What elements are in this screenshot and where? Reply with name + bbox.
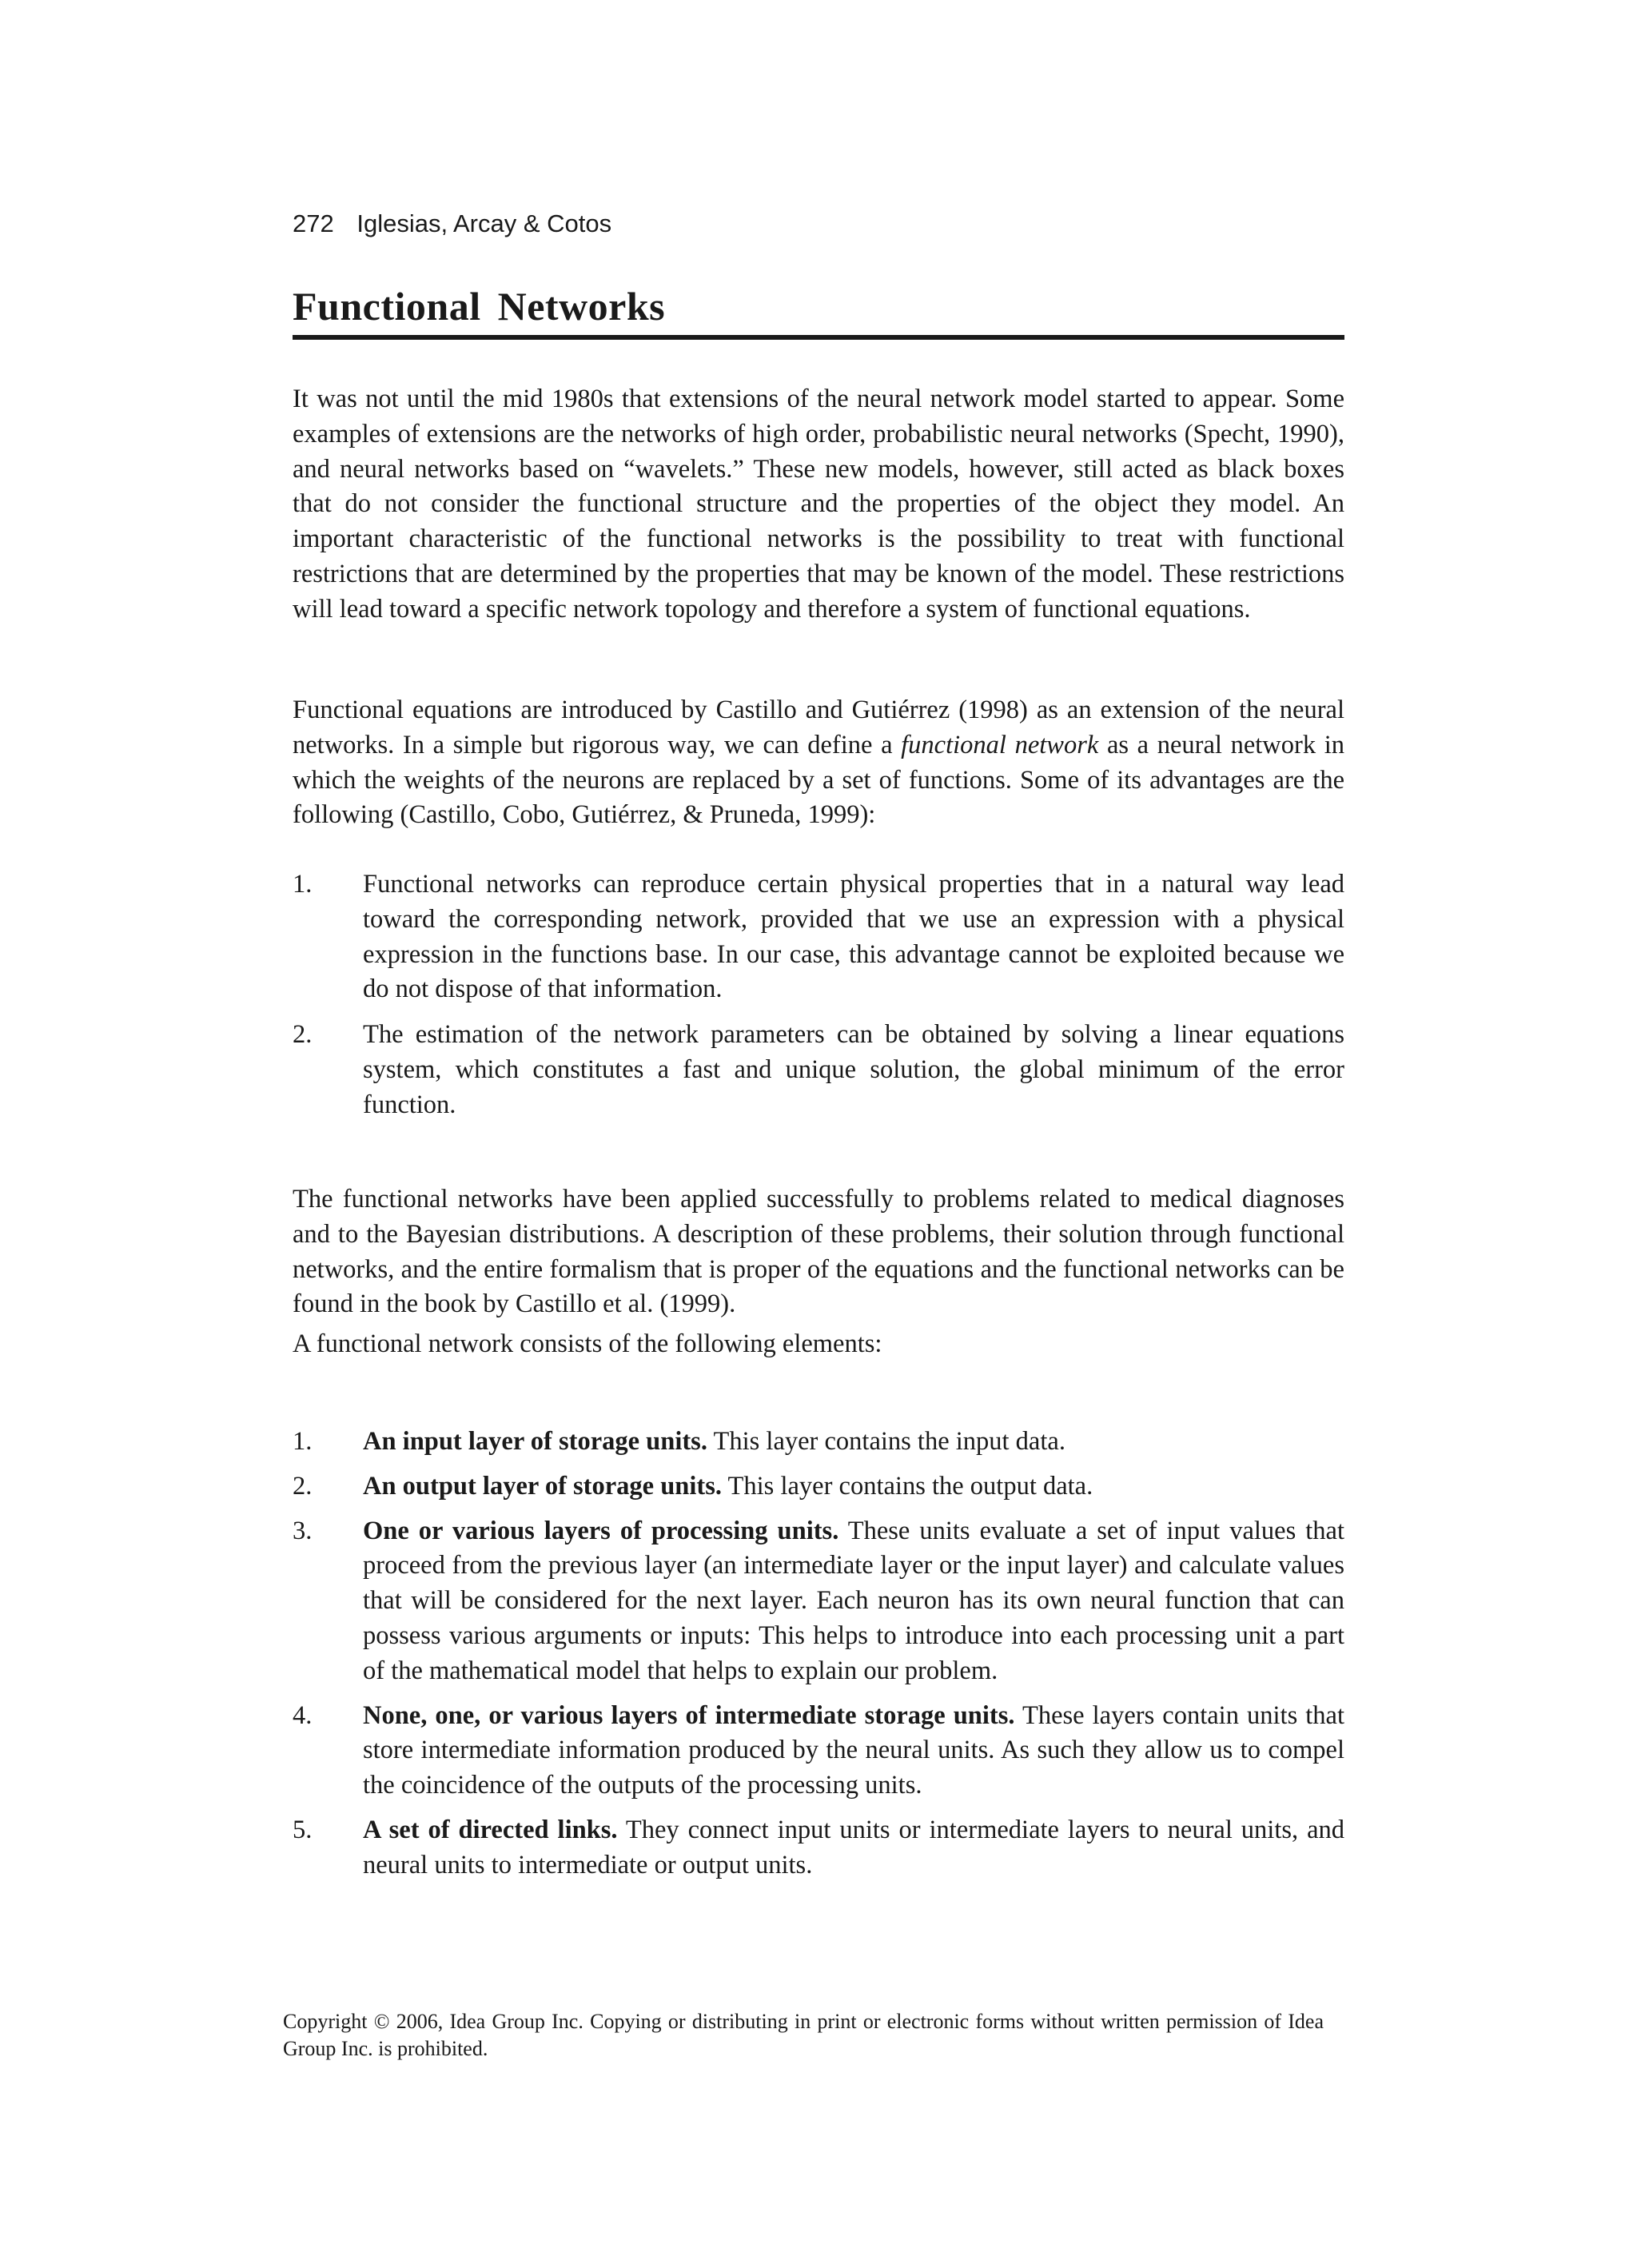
list-item-number: 4. [293,1700,313,1730]
list-item-number: 2. [293,1471,313,1501]
emphasis-term: functional network [901,730,1099,759]
list-item [293,1469,1344,1505]
list-item [293,1813,1344,1883]
paragraph-intro: It was not until the mid 1980s that extensions of the neural network model started to appear. Some examples of extensions are the networks of high order, probabilistic neural networks (Specht, 1990), and neural networks based on “wavelets.” These new models, however, still acted as black boxes that do not consider the functional structure and the properties of the object they model. An important characteristic of the functional networks is the possibility to treat with functional restrictions that are determined by the properties that may be known of the model. These restrictions will lead toward a specific network topology and therefore a system of functional equations. [293,385,1344,624]
list-item-term: A set of directed links. [363,1815,618,1844]
elements-list [293,1425,1344,1883]
list-item [293,867,1344,1007]
advantages-list [293,867,1344,1123]
list-item-text: These layers contain units that store intermediate information produced by the neural units. As such they allow us to compel the coincidence of the outputs of the processing units. [363,1700,1345,1800]
section-title: Functional Networks [293,284,666,329]
list-item-term: One or various layers of processing units. [363,1516,839,1545]
paragraph-functional-equations [293,693,1344,833]
paragraph-text: Functional equations are introduced by Castillo and Gutiérrez (1998) as an extension of the neural networks. In a simple but rigorous way, we can define a [293,696,1344,759]
paragraph-elements-intro: A functional network consists of the following elements: [293,1329,882,1358]
list-item-text: These units evaluate a set of input values that proceed from the previous layer (an intermediate layer or the input layer) and calculate values that will be considered for the next layer. Each neuron has its own neural function that can possess various arguments or inputs: This helps to introduce into each processing unit a part of the mathematical model that helps to explain our problem. [363,1516,1344,1685]
list-item-text: They connect input units or intermediate layers to neural units, and neural units to intermediate or output units. [363,1815,1345,1879]
paragraph-text: as a neural network in which the weights of the neurons are replaced by a set of functions. Some of its advantages are the following (Castillo, Cobo, Gutiérrez, & Pruneda, 1999): [293,730,1345,830]
list-item-term: An input layer of storage units. [363,1427,707,1456]
list-item-text: This layer contains the output data. [722,1471,1093,1501]
list-item-number: 2. [293,1020,313,1050]
list-item [293,1699,1344,1804]
list-item-text: This layer contains the input data. [707,1427,1065,1456]
running-head-authors: Iglesias, Arcay & Cotos [356,209,612,237]
running-head [293,209,611,238]
list-item [293,1514,1344,1689]
list-item-text: Functional networks can reproduce certain physical properties that in a natural way lead toward the corresponding network, provided that we use an expression with a physical expression in the functions base. In our case, this advantage cannot be exploited because we do not dispose of that information. [363,870,1344,1004]
page-number: 272 [293,209,334,237]
list-item-number: 3. [293,1516,313,1545]
list-item-number: 1. [293,870,313,899]
list-item [293,1018,1344,1122]
paragraph-applications: The functional networks have been applied successfully to problems related to medical diagnoses and to the Bayesian distributions. A description of these problems, their solution through functional networks, and the entire formalism that is proper of the equations and the functional networks can be found in the book by Castillo et al. (1999). [293,1185,1344,1319]
copyright-notice: Copyright © 2006, Idea Group Inc. Copying or distributing in print or electronic forms without written permission of Idea Group Inc. is prohibited. [283,2010,1324,2060]
title-rule [293,335,1344,340]
list-item-term: None, one, or various layers of intermediate storage units. [363,1700,1015,1730]
list-item-text: The estimation of the network parameters can be obtained by solving a linear equations system, which constitutes a fast and unique solution, the global minimum of the error function. [363,1020,1344,1119]
list-item-number: 1. [293,1427,313,1456]
list-item [293,1425,1344,1460]
list-item-number: 5. [293,1815,313,1844]
list-item-term: An output layer of storage units. [363,1471,723,1501]
